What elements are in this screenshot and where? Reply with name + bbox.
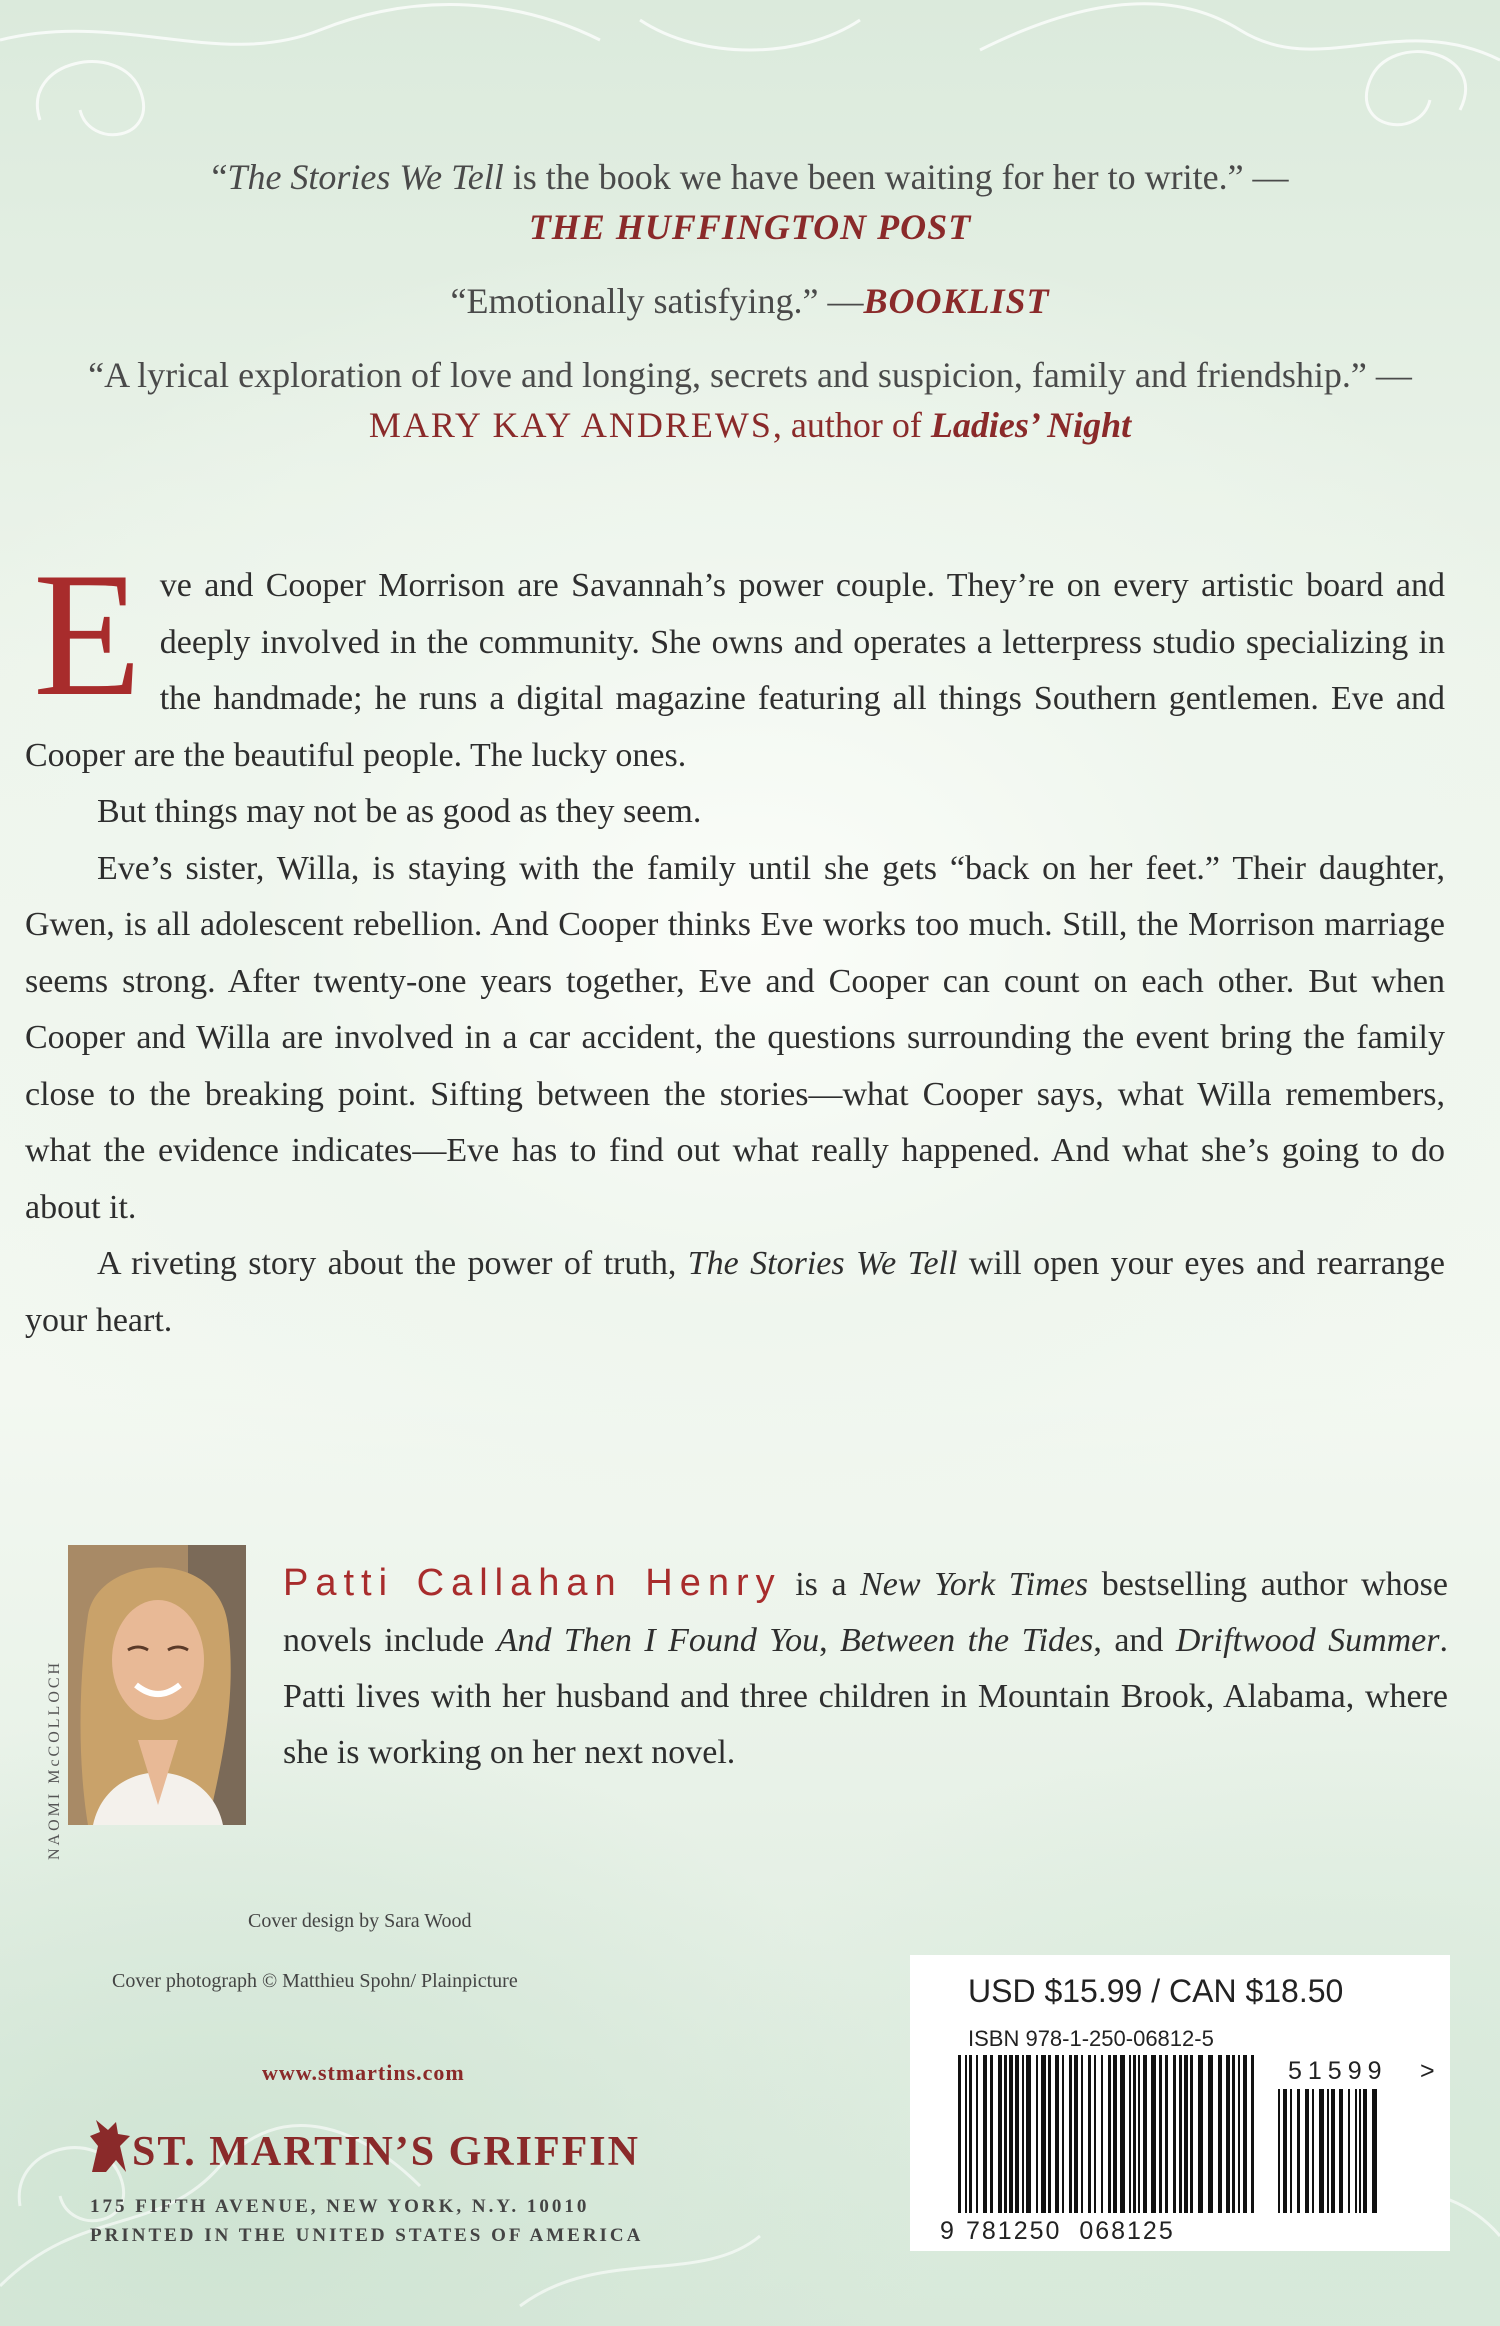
quote-huffington-post bbox=[180, 152, 1320, 252]
author-bio bbox=[283, 1555, 1448, 1781]
synopsis-text: will open your eyes and rearrange your heart. bbox=[25, 1245, 1446, 1339]
bio-book-title: Between the Tides bbox=[840, 1622, 1094, 1659]
quote-open: “ bbox=[211, 157, 228, 197]
barcode-bar bbox=[990, 2055, 993, 2213]
barcode-bar bbox=[1026, 2055, 1031, 2213]
barcode-bar bbox=[965, 2055, 967, 2213]
author-photo bbox=[68, 1545, 246, 1825]
author-name: Patti Callahan Henry bbox=[283, 1562, 782, 1604]
synopsis-paragraph-1 bbox=[25, 535, 1445, 784]
barcode-bar bbox=[1113, 2055, 1117, 2213]
barcode-bar bbox=[1108, 2055, 1111, 2213]
barcode-bar bbox=[1069, 2055, 1072, 2213]
barcode-bar bbox=[1133, 2055, 1136, 2213]
quote-source: BOOKLIST bbox=[863, 281, 1050, 321]
bio-text: , bbox=[819, 1622, 841, 1659]
barcode-bar bbox=[1198, 2055, 1203, 2213]
barcode-bar bbox=[1138, 2055, 1140, 2213]
barcode-arrow: > bbox=[1420, 2057, 1441, 2085]
synopsis-paragraph-3: Eve’s sister, Willa, is staying with the family until she gets “back on her feet.” Their daughter, Gwen, is all adolescent rebellion. And Cooper thinks Eve works too much. Still, the Morrison marriage seems strong. After twenty-one years together, Eve and Cooper can count on each other. But when Cooper and Willa are involved in a car accident, the questions surrounding the event bring the family close to the breaking point. Sifting between the stories—what Cooper says, what Willa remembers, what the evidence indicates—Eve has to find out what really happened. And what she’s going to do about it. bbox=[25, 849, 1445, 1226]
barcode-bar bbox=[983, 2055, 987, 2213]
barcode-bar bbox=[976, 2055, 978, 2213]
synopsis-paragraph-4 bbox=[25, 1236, 1445, 1349]
barcode-bar bbox=[1081, 2055, 1083, 2213]
barcode-bar bbox=[1159, 2055, 1162, 2213]
synopsis bbox=[25, 535, 1446, 1349]
quote-booklist bbox=[40, 276, 1460, 326]
barcode-supplement-bar bbox=[1339, 2089, 1343, 2213]
quote-text: is the book we have been waiting for her to write.” — bbox=[503, 157, 1289, 197]
barcode-bar bbox=[1129, 2055, 1131, 2213]
bio-text: , and bbox=[1093, 1622, 1176, 1659]
barcode-supplement-bar bbox=[1283, 2089, 1287, 2213]
barcode-supplement-bar bbox=[1312, 2089, 1314, 2213]
barcode-supplement-bar bbox=[1290, 2089, 1292, 2213]
barcode-bar bbox=[1015, 2055, 1019, 2213]
barcode-bar bbox=[998, 2055, 1002, 2213]
quote-book-title: The Stories We Tell bbox=[227, 157, 504, 197]
barcode-bar bbox=[1173, 2055, 1176, 2213]
quote-source: THE HUFFINGTON POST bbox=[528, 207, 972, 247]
barcode-digits: 781250 068125 bbox=[966, 2217, 1175, 2245]
quote-source-book: Ladies’ Night bbox=[930, 405, 1132, 445]
barcode-supplement-bar bbox=[1331, 2089, 1335, 2213]
bio-book-title: Driftwood Summer bbox=[1175, 1622, 1440, 1659]
synopsis-paragraph-2: But things may not be as good as they seem. bbox=[97, 793, 702, 830]
barcode-supplement-bar bbox=[1319, 2089, 1324, 2213]
printed-in: PRINTED IN THE UNITED STATES OF AMERICA bbox=[90, 2225, 644, 2246]
photo-credit-text: NAOMI McCOLLOCH bbox=[46, 1659, 63, 1860]
barcode-bar bbox=[1101, 2055, 1103, 2213]
barcode-bar bbox=[958, 2055, 961, 2213]
quote-mary-kay-andrews bbox=[85, 350, 1415, 450]
barcode-bar bbox=[1048, 2055, 1051, 2213]
barcode-lead-digit: 9 bbox=[940, 2217, 956, 2245]
barcode-bar bbox=[1232, 2055, 1235, 2213]
barcode-bar bbox=[1062, 2055, 1064, 2213]
barcode-supplement-bar bbox=[1355, 2089, 1357, 2213]
quote-text: “A lyrical exploration of love and longing, secrets and suspicion, family and friendship.” — bbox=[88, 355, 1412, 395]
barcode-panel bbox=[910, 1955, 1450, 2251]
bio-book-title: And Then I Found You bbox=[496, 1622, 820, 1659]
barcode-supplement-bar bbox=[1348, 2089, 1350, 2213]
barcode-bar bbox=[1074, 2055, 1078, 2213]
barcode-bar bbox=[1238, 2055, 1240, 2213]
barcode-bar bbox=[1022, 2055, 1024, 2213]
author-portrait-image bbox=[68, 1545, 246, 1825]
barcode-bar bbox=[1120, 2055, 1125, 2213]
barcode-supplement-bar bbox=[1363, 2089, 1367, 2213]
synopsis-book-title: The Stories We Tell bbox=[687, 1245, 958, 1282]
barcode-supplement-bar bbox=[1359, 2089, 1361, 2213]
barcode-bar bbox=[1251, 2055, 1254, 2213]
griffin-logo-icon bbox=[86, 2116, 136, 2176]
barcode-supplement-bar bbox=[1372, 2089, 1377, 2213]
publisher-name: ST. MARTIN’S GRIFFIN bbox=[132, 2129, 640, 2175]
barcode-bar bbox=[1208, 2055, 1213, 2213]
barcode-bar bbox=[1218, 2055, 1222, 2213]
barcode-supplement-bar bbox=[1305, 2089, 1309, 2213]
synopsis-text: A riveting story about the power of truth, bbox=[97, 1245, 688, 1282]
bio-nyt: New York Times bbox=[860, 1566, 1089, 1603]
bio-text: . Patti lives with her husband and three children in Mountain Brook, Alabama, where she is working on her next novel. bbox=[283, 1622, 1449, 1771]
barcode-bar bbox=[1243, 2055, 1247, 2213]
barcode-supplement-bar bbox=[1278, 2089, 1280, 2213]
barcode-bar bbox=[969, 2055, 972, 2213]
quote-source: MARY KAY ANDREWS bbox=[368, 405, 773, 445]
bio-text: bestselling author whose novels include bbox=[283, 1566, 1448, 1659]
price-label: USD $15.99 / CAN $18.50 bbox=[968, 1973, 1344, 2009]
review-quotes bbox=[40, 152, 1460, 450]
barcode-supplement-bar bbox=[1327, 2089, 1329, 2213]
drop-cap: E bbox=[33, 535, 142, 733]
bio-text: is a bbox=[781, 1566, 861, 1603]
cover-design-credit: Cover design by Sara Wood bbox=[248, 1910, 472, 1932]
barcode-bar bbox=[1041, 2055, 1046, 2213]
barcode-bar bbox=[1179, 2055, 1182, 2213]
quote-source-suffix: , author of bbox=[772, 405, 931, 445]
barcode-bar bbox=[1226, 2055, 1230, 2213]
barcode-bar bbox=[1055, 2055, 1059, 2213]
barcode-bar bbox=[1184, 2055, 1188, 2213]
barcode-bar bbox=[1094, 2055, 1096, 2213]
publisher-address: 175 FIFTH AVENUE, NEW YORK, N.Y. 10010 bbox=[90, 2196, 590, 2217]
barcode-supplement-digits: 51599 bbox=[1288, 2057, 1388, 2085]
photo-credit bbox=[16, 1530, 63, 1860]
barcode-bar bbox=[1088, 2055, 1091, 2213]
barcode-bar bbox=[1036, 2055, 1038, 2213]
isbn-label: ISBN 978-1-250-06812-5 bbox=[968, 2026, 1214, 2051]
barcode-bar bbox=[1143, 2055, 1147, 2213]
synopsis-text: ve and Cooper Morrison are Savannah’s power couple. They’re on every artistic board and deeply involved in the community. She owns and operates a letterpress studio specializing in the handmade; he runs a digital magazine featuring all things Southern gentlemen. Eve and Cooper are the beautiful people. The lucky ones. bbox=[25, 567, 1445, 774]
quote-text: “Emotionally satisfying.” — bbox=[450, 281, 864, 321]
cover-photo-credit: Cover photograph © Matthieu Spohn/ Plainpicture bbox=[112, 1970, 518, 1992]
barcode-bar bbox=[1004, 2055, 1007, 2213]
barcode-bar bbox=[1009, 2055, 1013, 2213]
barcode-supplement-bar bbox=[1297, 2089, 1300, 2213]
barcode-bar bbox=[1165, 2055, 1168, 2213]
barcode-bar bbox=[1151, 2055, 1156, 2213]
barcode-bar bbox=[1190, 2055, 1193, 2213]
publisher-url: www.stmartins.com bbox=[262, 2060, 465, 2085]
